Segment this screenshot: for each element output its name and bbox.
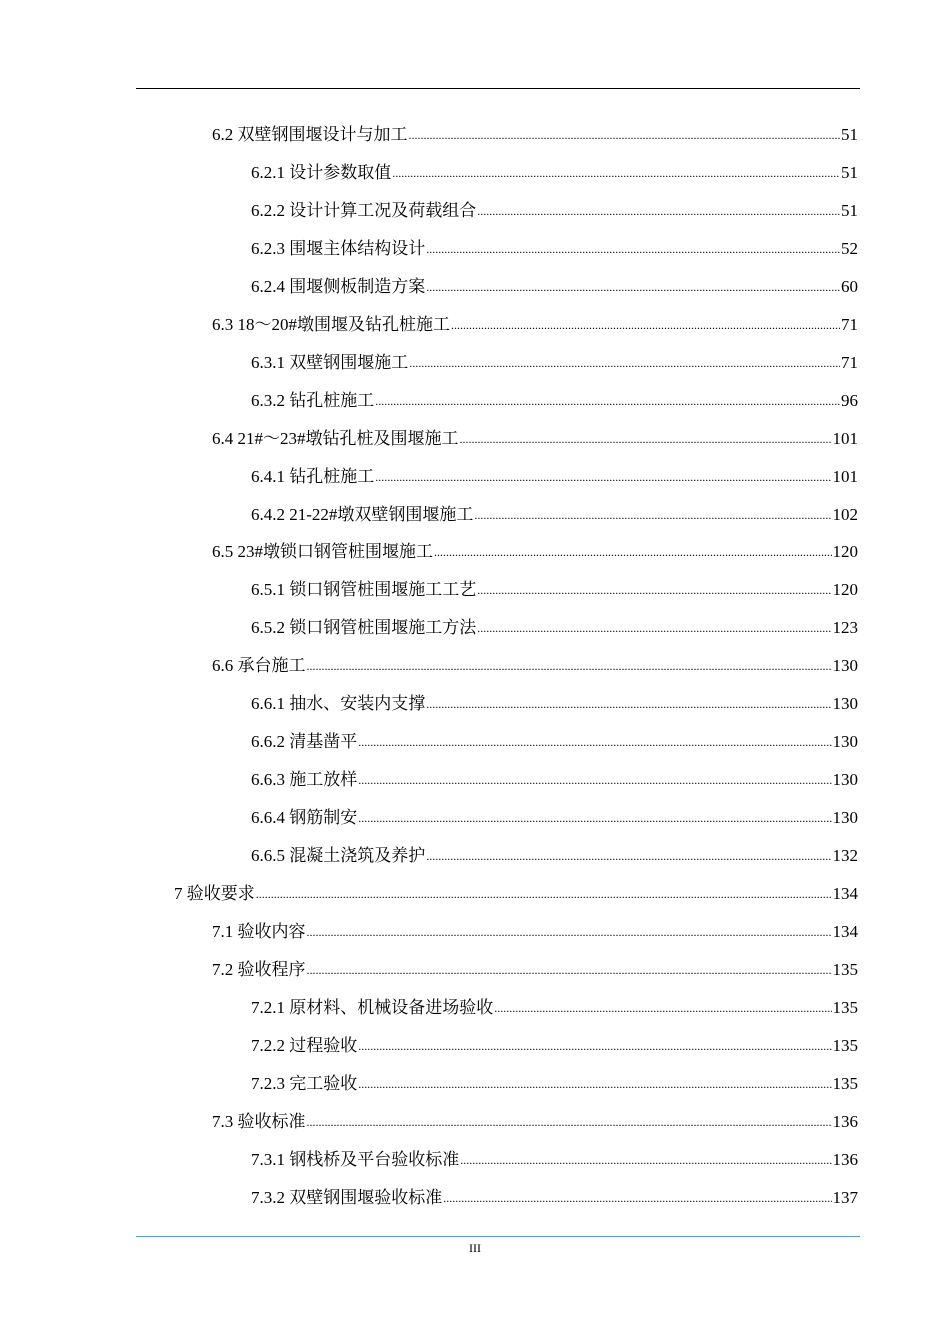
toc-entry-page-number: 96 [841, 390, 858, 410]
toc-entry-page-number: 101 [832, 466, 858, 486]
toc-entry-label: 6.2.4 围堰侧板制造方案 [251, 276, 426, 296]
toc-entry-label: 6.3.2 钻孔桩施工 [251, 390, 375, 410]
dot-leader [477, 200, 840, 222]
toc-entry-page-number: 130 [832, 770, 858, 790]
toc-entry-label: 6.4 21#～23#墩钻孔桩及围堰施工 [212, 428, 459, 448]
toc-entry[interactable] [251, 1171, 858, 1209]
toc-entry-page-number: 136 [832, 1111, 858, 1131]
toc-entry-label: 6.3 18～20#墩围堰及钻孔桩施工 [212, 314, 450, 334]
toc-entry-page-number: 136 [832, 1149, 858, 1169]
dot-leader [426, 845, 831, 867]
header-rule [136, 88, 860, 89]
toc-entry-page-number: 135 [832, 959, 858, 979]
dot-leader [358, 769, 831, 791]
toc-entry[interactable] [212, 108, 858, 146]
dot-leader [256, 883, 832, 905]
toc-entry[interactable] [251, 715, 858, 753]
toc-entry[interactable] [251, 488, 858, 526]
dot-leader [474, 504, 831, 526]
dot-leader [307, 959, 832, 981]
toc-entry[interactable] [251, 1057, 858, 1095]
toc-entry-page-number: 51 [841, 162, 858, 182]
dot-leader [434, 541, 832, 563]
toc-entry-label: 6.6.3 施工放样 [251, 770, 358, 790]
dot-leader [426, 276, 840, 298]
dot-leader [460, 428, 832, 450]
toc-entry[interactable] [251, 1133, 858, 1171]
toc-entry-label: 6.2.2 设计计算工况及荷载组合 [251, 200, 477, 220]
toc-entry-page-number: 51 [841, 200, 858, 220]
toc-entry[interactable] [212, 412, 858, 450]
toc-entry-label: 6.2.1 设计参数取值 [251, 162, 392, 182]
toc-entry-page-number: 130 [832, 732, 858, 752]
toc-entry[interactable] [251, 601, 858, 639]
toc-entry-label: 7.3.2 双壁钢围堰验收标准 [251, 1187, 443, 1207]
toc-entry-page-number: 135 [832, 1073, 858, 1093]
toc-entry-page-number: 123 [832, 618, 858, 638]
toc-entry[interactable] [251, 753, 858, 791]
toc-entry-label: 6.5.1 锁口钢管桩围堰施工工艺 [251, 580, 477, 600]
toc-entry-page-number: 71 [841, 352, 858, 372]
toc-entry-label: 6.6.1 抽水、安装内支撑 [251, 694, 426, 714]
footer-rule [136, 1236, 860, 1237]
toc-entry-page-number: 134 [832, 884, 858, 903]
dot-leader [443, 1187, 831, 1209]
dot-leader [477, 579, 831, 601]
toc-entry-page-number: 52 [841, 238, 858, 258]
toc-entry[interactable] [251, 184, 858, 222]
toc-entry-page-number: 137 [832, 1187, 858, 1207]
toc-entry-label: 6.5.2 锁口钢管桩围堰施工方法 [251, 618, 477, 638]
toc-entry-page-number: 101 [832, 428, 858, 448]
toc-entry[interactable] [251, 1019, 858, 1057]
toc-entry-page-number: 60 [841, 276, 858, 296]
toc-entry-page-number: 135 [832, 997, 858, 1017]
dot-leader [392, 162, 840, 184]
dot-leader [409, 352, 840, 374]
dot-leader [358, 1035, 831, 1057]
dot-leader [426, 693, 831, 715]
toc-entry[interactable] [251, 336, 858, 374]
dot-leader [375, 466, 831, 488]
toc-entry[interactable] [251, 981, 858, 1019]
toc-entry[interactable] [212, 298, 858, 336]
toc-entry-label: 6.2 双壁钢围堰设计与加工 [212, 125, 408, 144]
toc-entry-label: 7.2.3 完工验收 [251, 1073, 358, 1093]
dot-leader [409, 124, 841, 146]
toc-entry-page-number: 130 [832, 694, 858, 714]
toc-entry[interactable] [212, 905, 858, 943]
toc-entry-page-number: 130 [832, 808, 858, 828]
toc-entry-label: 7.2.1 原材料、机械设备进场验收 [251, 997, 494, 1017]
dot-leader [307, 921, 832, 943]
toc-entry-label: 6.6.5 混凝土浇筑及养护 [251, 846, 426, 866]
toc-entry[interactable] [212, 639, 858, 677]
toc-entry-label: 6.6 承台施工 [212, 656, 306, 676]
toc-entry[interactable] [174, 867, 858, 905]
toc-entry-page-number: 120 [832, 542, 858, 562]
dot-leader [358, 731, 831, 753]
toc-entry-page-number: 134 [832, 921, 858, 941]
toc-entry[interactable] [251, 374, 858, 412]
dot-leader [477, 617, 831, 639]
dot-leader [451, 314, 840, 336]
dot-leader [358, 1073, 831, 1095]
toc-entry-label: 6.3.1 双壁钢围堰施工 [251, 352, 409, 372]
toc-entry[interactable] [251, 146, 858, 184]
toc-entry-label: 6.6.2 清基凿平 [251, 732, 358, 752]
dot-leader [494, 997, 831, 1019]
toc-entry[interactable] [251, 791, 858, 829]
toc-entry[interactable] [251, 450, 858, 488]
dot-leader [358, 807, 831, 829]
toc-entry[interactable] [251, 829, 858, 867]
toc-entry-label: 6.5 23#墩锁口钢管桩围堰施工 [212, 542, 433, 562]
toc-entry-page-number: 102 [832, 504, 858, 524]
dot-leader [460, 1149, 831, 1171]
toc-entry-page-number: 51 [841, 125, 858, 144]
toc-entry-label: 6.4.1 钻孔桩施工 [251, 466, 375, 486]
toc-entry[interactable] [251, 563, 858, 601]
toc-entry-label: 6.6.4 钢筋制安 [251, 808, 358, 828]
toc-entry[interactable] [212, 1095, 858, 1133]
toc-entry-page-number: 71 [841, 314, 858, 334]
toc-entry-page-number: 135 [832, 1035, 858, 1055]
toc-entry-label: 7.3 验收标准 [212, 1111, 306, 1131]
toc-entry[interactable] [251, 222, 858, 260]
toc-entry-label: 7.3.1 钢栈桥及平台验收标准 [251, 1149, 460, 1169]
toc-entry-label: 7 验收要求 [174, 884, 255, 903]
toc-entry-page-number: 132 [832, 846, 858, 866]
dot-leader [375, 390, 840, 412]
toc-entry-page-number: 130 [832, 656, 858, 676]
toc-entry[interactable] [212, 525, 858, 563]
toc-entry[interactable] [212, 943, 858, 981]
toc-entry[interactable] [251, 260, 858, 298]
toc-entry-label: 6.2.3 围堰主体结构设计 [251, 238, 426, 258]
toc-entry-label: 7.1 验收内容 [212, 921, 306, 941]
toc-entry-label: 6.4.2 21-22#墩双壁钢围堰施工 [251, 504, 474, 524]
toc-entry-label: 7.2.2 过程验收 [251, 1035, 358, 1055]
toc-entry-label: 7.2 验收程序 [212, 959, 306, 979]
dot-leader [307, 1111, 832, 1133]
page-number: III [469, 1241, 481, 1255]
toc-entry-page-number: 120 [832, 580, 858, 600]
toc-entry[interactable] [251, 677, 858, 715]
dot-leader [307, 655, 832, 677]
dot-leader [426, 238, 840, 260]
